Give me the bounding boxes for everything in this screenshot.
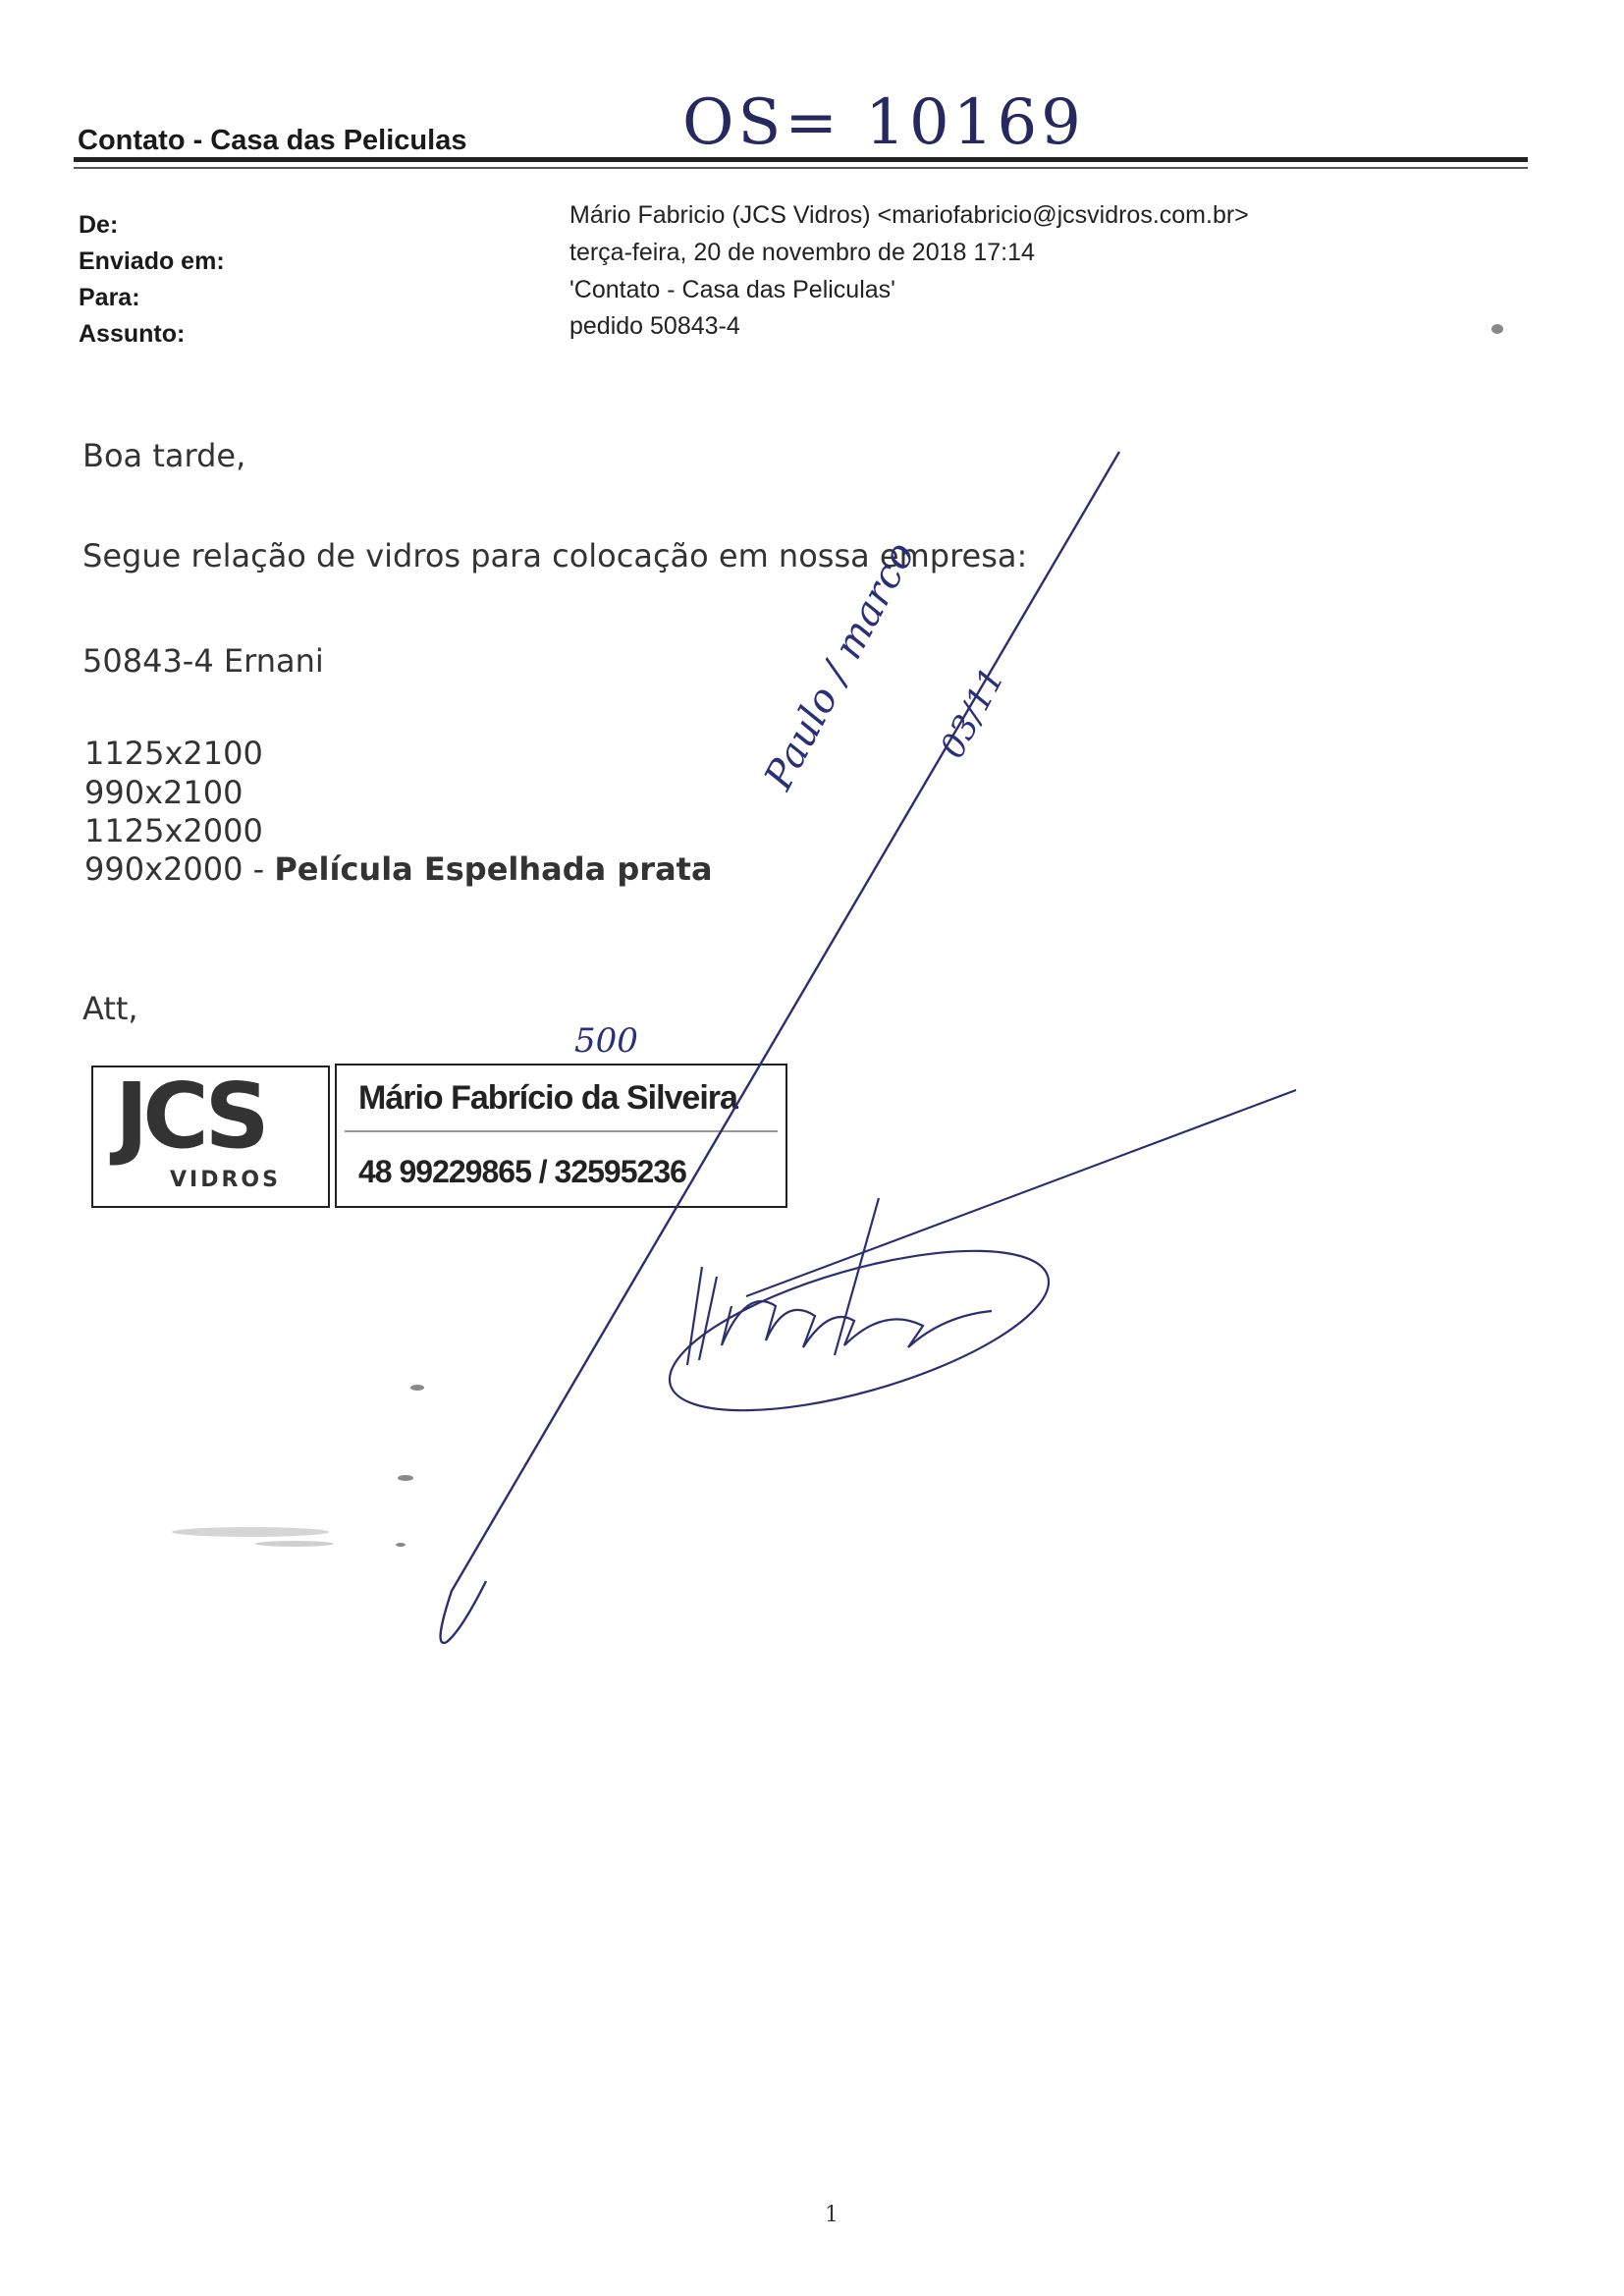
handwritten-os-number: OS= 10169 xyxy=(682,86,1085,159)
smudge-marks xyxy=(172,324,1503,1547)
from-label: De: xyxy=(79,211,119,239)
intro-text: Segue relação de vidros para colocação em nossa empresa: xyxy=(82,537,1028,574)
header-rule-thin xyxy=(74,167,1528,169)
closing: Att, xyxy=(82,990,138,1027)
order-reference: 50843-4 Ernani xyxy=(82,642,324,680)
subject-label: Assunto: xyxy=(79,320,186,348)
greeting: Boa tarde, xyxy=(82,437,246,474)
sent-label: Enviado em: xyxy=(79,247,225,275)
page-number: 1 xyxy=(825,2203,839,2227)
dimension-4: 990x2000 - xyxy=(84,850,275,888)
sent-value: terça-feira, 20 de novembro de 2018 17:14 xyxy=(569,239,1035,266)
subject-value: pedido 50843-4 xyxy=(569,312,740,340)
handwritten-date-note: 03/11 xyxy=(933,661,1013,765)
signature-info-box xyxy=(335,1064,787,1208)
to-value: 'Contato - Casa das Peliculas' xyxy=(569,276,895,303)
from-value: Mário Fabricio (JCS Vidros) <mariofabricio@jcsvidros.com.br> xyxy=(569,201,1249,229)
company-logo: JCS xyxy=(115,1064,264,1169)
dimension-1: 1125x2100 xyxy=(84,735,263,772)
film-label: Película Espelhada prata xyxy=(274,850,713,888)
dimension-4-line xyxy=(84,850,713,888)
handwritten-amount: 500 xyxy=(574,1021,638,1061)
signature-phone: 48 99229865 / 32595236 xyxy=(358,1154,686,1189)
dimension-3: 1125x2000 xyxy=(84,812,263,849)
to-label: Para: xyxy=(79,284,140,311)
signature-divider xyxy=(345,1130,778,1132)
company-logo-box xyxy=(91,1066,330,1208)
dimension-2: 990x2100 xyxy=(84,774,244,811)
handwritten-diagonal-note: Paulo / marco xyxy=(756,534,925,797)
diagonal-pen-stroke xyxy=(441,452,1119,1643)
signature-name: Mário Fabrício da Silveira xyxy=(358,1079,737,1117)
email-header-title: Contato - Casa das Peliculas xyxy=(78,125,467,156)
company-logo-subtitle: VIDROS xyxy=(170,1168,281,1192)
